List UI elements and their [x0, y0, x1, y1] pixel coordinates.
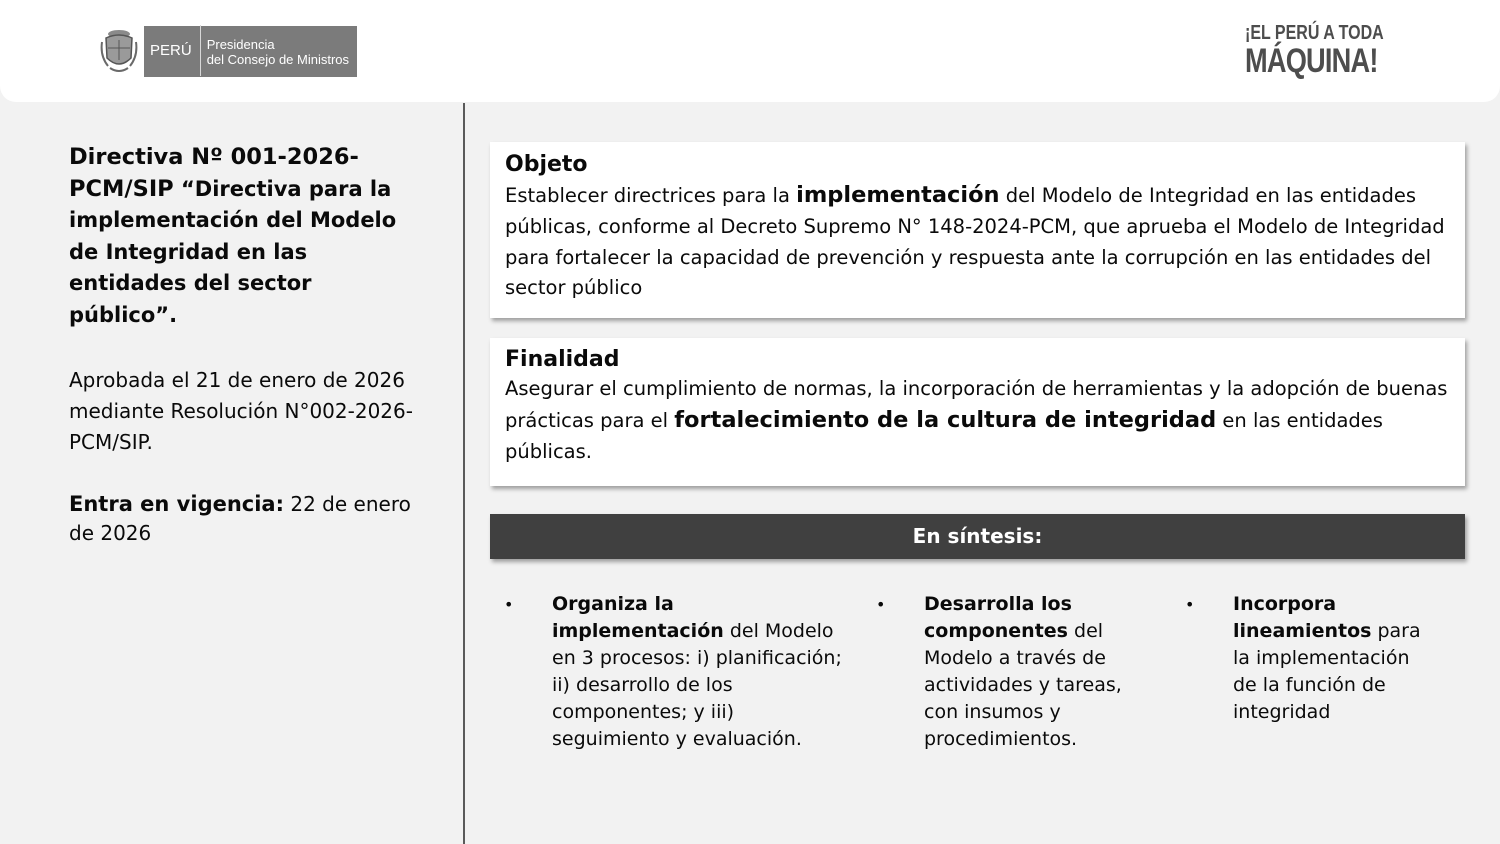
purpose-heading: Finalidad	[505, 347, 620, 372]
synthesis-item-bold: Organiza la implementación	[552, 593, 724, 642]
synthesis-item-bold: Desarrolla los componentes	[924, 593, 1072, 642]
slogan-line2: MÁQUINA!	[1245, 42, 1378, 80]
synthesis-item-rest: del Modelo a través de actividades y tareas, con insumos y procedimientos.	[924, 620, 1122, 750]
left-panel	[69, 142, 414, 548]
logo-text-box	[144, 26, 357, 77]
synthesis-item-bold: Incorpora lineamientos	[1233, 593, 1372, 642]
bullet-icon: •	[1185, 595, 1195, 614]
synthesis-item-rest: del Modelo en 3 procesos: i) planificación; ii) desarrollo de los componentes; y iii) seguimiento y evaluación.	[552, 620, 842, 750]
logo-entity-line1: Presidencia	[206, 36, 275, 52]
synthesis-heading: En síntesis:	[490, 514, 1465, 559]
directive-name: “Directiva para la implementación del Modelo de Integridad en las entidades del sector público”.	[69, 176, 397, 327]
logo-entity	[201, 37, 357, 67]
government-logo	[100, 26, 357, 77]
synthesis-item-text	[552, 591, 852, 753]
purpose-text-end: en las entidades públicas.	[505, 408, 1383, 463]
logo-country: PERÚ	[144, 25, 201, 76]
synthesis-item-rest: para la implementación de la función de integridad	[1233, 620, 1421, 723]
objective-heading: Objeto	[505, 152, 588, 177]
purpose-card	[490, 338, 1465, 486]
purpose-text-start: Asegurar el cumplimiento de normas, la incorporación de herramientas y la adopción de buenas prácticas para el	[505, 377, 1448, 432]
objective-text	[505, 180, 1450, 304]
slogan-line1: ¡EL PERÚ A TODA	[1245, 22, 1384, 44]
synthesis-item-text	[1233, 591, 1433, 726]
approval-info: Aprobada el 21 de enero de 2026 mediante Resolución N°002-2026-PCM/SIP.	[69, 368, 413, 454]
bullet-icon: •	[504, 595, 514, 614]
bullet-icon: •	[876, 595, 886, 614]
objective-card	[490, 142, 1465, 318]
campaign-slogan	[1245, 22, 1384, 80]
header-bar	[0, 0, 1500, 102]
directive-number: Directiva Nº 001-2026-PCM/SIP	[69, 144, 359, 202]
validity-date: 22 de enero de 2026	[69, 492, 411, 545]
purpose-text-bold: fortalecimiento de la cultura de integridad	[674, 406, 1217, 433]
validity-label: Entra en vigencia:	[69, 492, 285, 516]
synthesis-item-text	[924, 591, 1139, 753]
directive-title	[69, 142, 414, 331]
vertical-divider	[463, 103, 465, 844]
objective-text-start: Establecer directrices para la	[505, 184, 797, 207]
objective-text-bold: implementación	[796, 182, 1000, 208]
purpose-text	[505, 374, 1450, 467]
logo-entity-line2: del Consejo de Ministros	[206, 51, 350, 67]
objective-text-end: del Modelo de Integridad en las entidades públicas, conforme al Decreto Supremo N° 148-2024-PCM, que aprueba el Modelo de Integridad para fortalecer la capacidad de prevención y respuesta ante la corrupción en las entidades del sector público	[505, 184, 1445, 300]
coat-of-arms-icon	[100, 28, 138, 76]
validity-info	[69, 490, 414, 548]
